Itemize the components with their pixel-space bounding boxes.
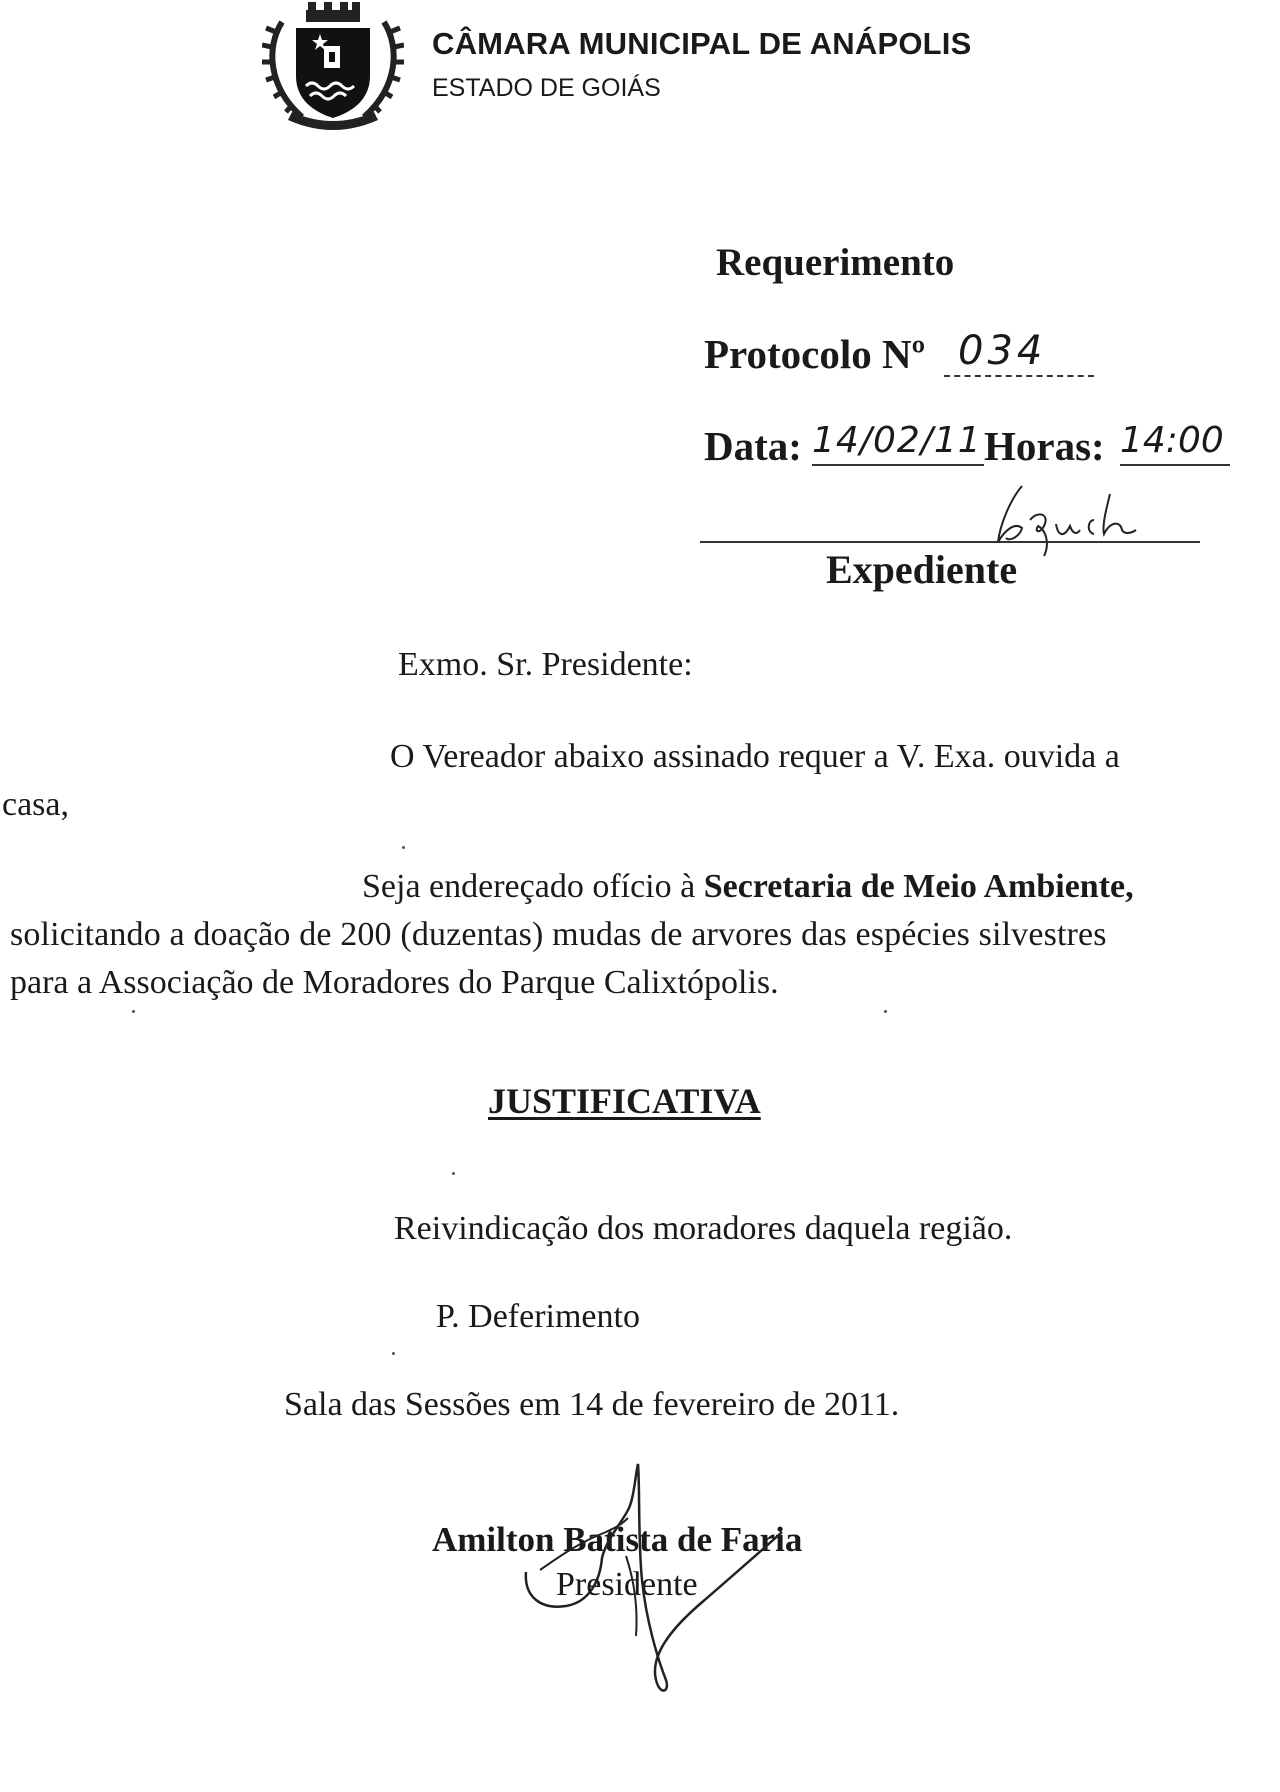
scan-speck — [884, 1010, 887, 1013]
date-underline — [812, 464, 984, 466]
closing-text: P. Deferimento — [436, 1298, 640, 1335]
request-detail-intro: Seja endereçado ofício à — [362, 868, 704, 905]
protocol-number: 034 — [958, 328, 1047, 374]
chamber-name: CÂMARA MUNICIPAL DE ANÁPOLIS — [432, 26, 972, 61]
request-detail-line — [362, 868, 1134, 906]
request-paragraph-line: casa, — [2, 786, 70, 823]
place-and-date: Sala das Sessões em 14 de fevereiro de 2011. — [284, 1386, 900, 1423]
scan-speck — [392, 1352, 395, 1355]
request-detail-line: para a Associação de Moradores do Parque Calixtópolis. — [10, 964, 779, 1001]
state-name: ESTADO DE GOIÁS — [432, 74, 661, 102]
justification-heading: JUSTIFICATIVA — [488, 1081, 761, 1121]
date-value: 14/02/11 — [812, 420, 982, 461]
scan-speck — [402, 846, 405, 849]
salutation: Exmo. Sr. Presidente: — [398, 646, 693, 683]
signer-name: Amilton Batista de Faria — [432, 1520, 803, 1559]
hours-label: Horas: — [984, 423, 1105, 469]
request-detail-line: solicitando a doação de 200 (duzentas) mudas de arvores das espécies silvestres — [10, 916, 1107, 953]
document-type-title: Requerimento — [716, 241, 955, 284]
protocol-underline — [944, 375, 1094, 377]
expedient-label: Expediente — [826, 547, 1018, 592]
hours-underline — [1120, 464, 1230, 466]
scan-speck — [132, 1010, 135, 1013]
request-paragraph-line: O Vereador abaixo assinado requer a V. Exa. ouvida a — [390, 738, 1120, 775]
hours-value: 14:00 — [1120, 420, 1224, 461]
coat-of-arms-icon — [262, 2, 404, 134]
justification-text: Reivindicação dos moradores daquela região. — [394, 1210, 1013, 1247]
protocol-label: Protocolo Nº — [704, 331, 926, 377]
signer-title: Presidente — [556, 1566, 698, 1603]
handwritten-signature-icon — [510, 1460, 840, 1700]
date-label: Data: — [704, 423, 802, 469]
secretariat-name: Secretaria de Meio Ambiente, — [703, 868, 1134, 905]
scan-speck — [452, 1172, 455, 1175]
